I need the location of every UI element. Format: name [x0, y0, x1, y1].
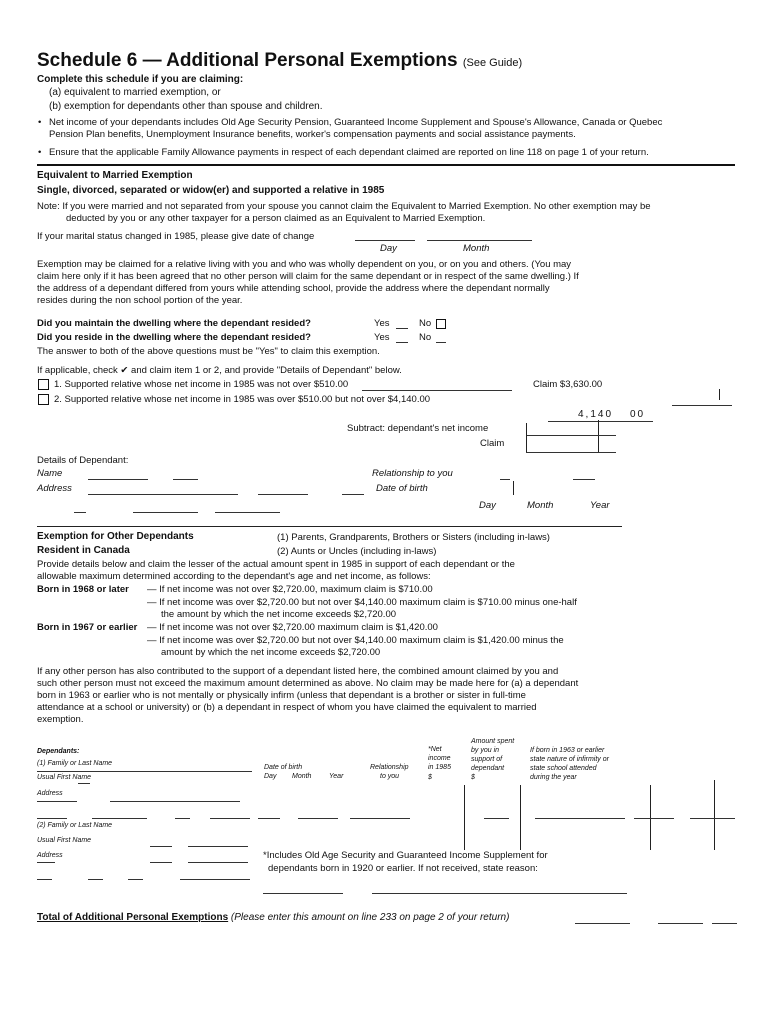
- dob-label: Date of birth: [376, 483, 428, 494]
- row1-field-i[interactable]: [535, 818, 625, 819]
- address-field-3[interactable]: [342, 494, 364, 495]
- net-income-dollar: $: [428, 774, 432, 781]
- address-2-field-2[interactable]: [150, 862, 172, 863]
- dob-month-header: Month: [292, 773, 312, 780]
- usual-name-2-label: Usual First Name: [37, 837, 92, 844]
- total-row: [37, 912, 509, 924]
- address-field[interactable]: [88, 494, 238, 495]
- row1-field-h[interactable]: [484, 818, 509, 819]
- row1-field-a[interactable]: [37, 818, 67, 819]
- col-divider-net: [464, 785, 465, 850]
- address-2-label: Address: [37, 852, 63, 859]
- footnote-line2: dependants born in 1920 or earlier. If not received, state reason:: [268, 863, 538, 874]
- born-header-3: state school attended: [530, 765, 597, 772]
- dependants-label: Dependants:: [37, 748, 80, 755]
- bullet2: Ensure that the applicable Family Allowance payments in respect of each dependant claimed are reported on line 118 on page 1 of your return.: [49, 147, 649, 158]
- rule-3: — If net income was not over $2,720.00 maximum claim is $1,420.00: [147, 622, 438, 633]
- category-1: (1) Parents, Grandparents, Brothers or Sisters (including in-laws): [277, 532, 550, 543]
- schedule-title: Schedule 6 — Additional Personal Exemptions: [37, 50, 458, 71]
- note-line1: Note: If you were married and not separated from your spouse you cannot claim the Equivalent to Married Exemption. No other exemption may be: [37, 201, 651, 212]
- cents-divider: [598, 420, 599, 452]
- dob-year-header: Year: [329, 773, 344, 780]
- dob-year: Year: [590, 500, 610, 511]
- item-b: (b) exemption for dependants other than spouse and children.: [49, 101, 323, 112]
- relationship-header-2: to you: [380, 773, 400, 780]
- para-line3: the address of a dependant differed from yours while attending school, provide the address where the dependant normally: [37, 283, 550, 294]
- address-2-field-3[interactable]: [188, 862, 248, 863]
- q1-yes-field[interactable]: [396, 328, 408, 329]
- q2-yes-label: Yes: [374, 332, 390, 343]
- complete-if: Complete this schedule if you are claiming:: [37, 74, 244, 85]
- total-field-cents[interactable]: [712, 923, 737, 924]
- month-label: Month: [463, 243, 490, 254]
- other-heading: Exemption for Other Dependants: [37, 531, 194, 542]
- answer-note: The answer to both of the above questions must be "Yes" to claim this exemption.: [37, 346, 380, 357]
- footnote-line1: *Includes Old Age Security and Guaranteed Income Supplement for: [263, 850, 548, 861]
- bullet-dot: •: [38, 147, 42, 158]
- dob-day-header: Day: [264, 773, 277, 780]
- item2-checkbox[interactable]: [38, 394, 49, 405]
- provide-line1: Provide details below and claim the lesser of the actual amount spent in 1985 in support of each dependant or the: [37, 559, 515, 570]
- divider: [37, 164, 735, 166]
- rule-2b: the amount by which the net income exceeds $2,720.00: [161, 609, 397, 620]
- base-amount: 4,140: [578, 409, 614, 420]
- bullet1-line2: Pension Plan benefits, Unemployment Insurance benefits, worker's compensation payments and social assistance payments.: [49, 129, 576, 140]
- rule-1: — If net income was not over $2,720.00, maximum claim is $710.00: [147, 584, 433, 595]
- address-1-field-2[interactable]: [110, 801, 240, 802]
- address-2-field-4[interactable]: [37, 879, 52, 880]
- address-field-4[interactable]: [74, 512, 86, 513]
- net-income-header-2: income: [428, 755, 451, 762]
- question-maintain: Did you maintain the dwelling where the dependant resided?: [37, 318, 311, 329]
- total-label: Total of Additional Personal Exemptions: [37, 912, 229, 923]
- amount-dollar: $: [471, 774, 475, 781]
- para-line2: claim here only if it has been agreed that no other person will claim for the same dependant or in respect of the same dwelling.) If: [37, 271, 579, 282]
- base-cents: 00: [630, 409, 646, 420]
- usual-name-1-label: Usual First Name: [37, 774, 92, 781]
- para-line4: resides during the non school portion of the year.: [37, 295, 243, 306]
- net-income-header: *Net: [428, 746, 442, 753]
- row1-field-j[interactable]: [634, 818, 674, 819]
- address-field-2[interactable]: [258, 494, 308, 495]
- reason-field[interactable]: [263, 893, 343, 894]
- bullet1-line1: Net income of your dependants includes Old Age Security Pension, Guaranteed Income Supplement and Spouse's Allowance, Canada or Quebec: [49, 117, 663, 128]
- item2-mark: [719, 389, 720, 400]
- name-field[interactable]: [88, 479, 148, 480]
- net-income-header-3: in 1985: [428, 764, 451, 771]
- address-field-6[interactable]: [215, 512, 280, 513]
- item1-checkbox[interactable]: [38, 379, 49, 390]
- note-line2: deducted by you or any other taxpayer for a person claimed as an Equivalent to Married Exemption.: [66, 213, 486, 224]
- dob-month: Month: [527, 500, 554, 511]
- provide-line2: allowable maximum determined according to the dependant's age and net income, as follows:: [37, 571, 431, 582]
- see-guide: (See Guide): [462, 57, 523, 69]
- born-header-2: state nature of infirmity or: [530, 756, 609, 763]
- address-1-label: Address: [37, 790, 63, 797]
- reason-field-2[interactable]: [372, 893, 627, 894]
- dob-day: Day: [479, 500, 496, 511]
- question-reside: Did you reside in the dwelling where the dependant resided?: [37, 332, 311, 343]
- item1-claim: Claim $3,630.00: [533, 379, 603, 390]
- claim-label: Claim: [480, 438, 505, 449]
- row1-field-g[interactable]: [350, 818, 410, 819]
- relationship-field-2[interactable]: [573, 479, 595, 480]
- family-name-1-label: (1) Family or Last Name: [37, 760, 113, 767]
- item1-label: 1. Supported relative whose net income in 1985 was not over $510.00: [54, 379, 349, 390]
- q1-no-checkbox[interactable]: [436, 319, 446, 329]
- born-header: If born in 1963 or earlier: [530, 747, 605, 754]
- q2-yes-field[interactable]: [396, 342, 408, 343]
- date-month-field[interactable]: [427, 240, 532, 241]
- day-label: Day: [380, 243, 397, 254]
- marital-change: If your marital status changed in 1985, please give date of change: [37, 231, 315, 242]
- total-field-2[interactable]: [658, 923, 703, 924]
- equivalent-subheading: Single, divorced, separated or widow(er) and supported a relative in 1985: [37, 185, 385, 196]
- family-name-1-field[interactable]: [37, 771, 252, 772]
- q1-yes-label: Yes: [374, 318, 390, 329]
- amount-header-4: dependant: [471, 765, 505, 772]
- row1-field-d[interactable]: [210, 818, 250, 819]
- dob-divider: [513, 481, 514, 495]
- address-2-field-6[interactable]: [128, 879, 143, 880]
- support-para-1: If any other person has also contributed to the support of a dependant listed here, the combined amount claimed by you and: [37, 666, 559, 677]
- relationship-field[interactable]: [500, 479, 510, 480]
- address-2-field-5[interactable]: [88, 879, 103, 880]
- name-label: Name: [37, 468, 63, 479]
- usual-name-1-field[interactable]: [78, 783, 90, 784]
- q2-no-field[interactable]: [436, 342, 446, 343]
- category-2: (2) Aunts or Uncles (including in-laws): [277, 546, 437, 557]
- item-a: (a) equivalent to married exemption, or: [49, 87, 221, 98]
- subtract-label: Subtract: dependant's net income: [347, 423, 489, 434]
- row1-field-c[interactable]: [175, 818, 190, 819]
- relationship-label: Relationship to you: [372, 468, 453, 479]
- address-field-5[interactable]: [133, 512, 198, 513]
- para-line1: Exemption may be claimed for a relative living with you and who was wholly dependent on you, or on you and others. (You may: [37, 259, 572, 270]
- row1-field-b[interactable]: [92, 818, 147, 819]
- q2-no-label: No: [419, 332, 432, 343]
- support-para-2: such other person must not exceed the maximum amount determined as above. No claim may be made here for (a) a dependant: [37, 678, 579, 689]
- row1-field-e[interactable]: [258, 818, 280, 819]
- item2-label: 2. Supported relative whose net income in 1985 was over $510.00 but not over $4,140.00: [54, 394, 431, 405]
- item2-field[interactable]: [672, 405, 732, 406]
- applicable-note: If applicable, check ✔ and claim item 1 or 2, and provide "Details of Dependant" below.: [37, 365, 402, 376]
- equivalent-heading: Equivalent to Married Exemption: [37, 170, 193, 181]
- total-field[interactable]: [575, 923, 630, 924]
- claim-field[interactable]: [526, 452, 616, 453]
- row1-field-k[interactable]: [690, 818, 735, 819]
- support-para-5: exemption.: [37, 714, 84, 725]
- usual-name-2-field-2[interactable]: [188, 846, 248, 847]
- name-field-2[interactable]: [173, 479, 198, 480]
- address-2-field[interactable]: [37, 862, 55, 863]
- rule-2: — If net income was over $2,720.00 but not over $4,140.00 maximum claim is $710.00 minus one-half: [147, 597, 577, 608]
- bullet-dot: •: [38, 117, 42, 128]
- family-name-2-label: (2) Family or Last Name: [37, 822, 113, 829]
- born-1967: Born in 1967 or earlier: [37, 622, 138, 633]
- date-day-field[interactable]: [355, 240, 415, 241]
- q1-no-label: No: [419, 318, 432, 329]
- col-divider-right-2: [714, 780, 715, 850]
- row1-field-f[interactable]: [298, 818, 338, 819]
- base-underline: [548, 421, 653, 422]
- subtract-field[interactable]: [526, 435, 616, 436]
- relationship-header: Relationship: [370, 764, 409, 771]
- born-1968: Born in 1968 or later: [37, 584, 129, 595]
- support-para-3: born in 1963 or earlier who is not mentally or physically infirm (unless that dependant is a brother or sister in full-time: [37, 690, 526, 701]
- total-instruction: (Please enter this amount on line 233 on page 2 of your return): [230, 912, 510, 923]
- page-title: [37, 50, 522, 72]
- other-heading-2: Resident in Canada: [37, 545, 130, 556]
- address-1-field[interactable]: [37, 801, 77, 802]
- divider: [37, 526, 622, 527]
- amount-header-2: by you in: [471, 747, 500, 754]
- born-header-4: during the year: [530, 774, 577, 781]
- rule-4b: amount by which the net income exceeds $2,720.00: [161, 647, 381, 658]
- dob-header: Date of birth: [264, 764, 303, 771]
- claim-box-left: [526, 423, 527, 453]
- col-divider-amount: [520, 785, 521, 850]
- details-label: Details of Dependant:: [37, 455, 129, 466]
- usual-name-2-field[interactable]: [150, 846, 172, 847]
- rule-4: — If net income was over $2,720.00 but not over $4,140.00 maximum claim is $1,420.00 minus the: [147, 635, 564, 646]
- amount-header-3: support of: [471, 756, 503, 763]
- amount-header: Amount spent: [471, 738, 515, 745]
- item1-leader: [362, 390, 512, 391]
- address-label: Address: [37, 483, 72, 494]
- address-2-field-7[interactable]: [180, 879, 250, 880]
- support-para-4: attendance at a school or university) or (b) a dependant in respect of whom you have claimed the equivalent to married: [37, 702, 537, 713]
